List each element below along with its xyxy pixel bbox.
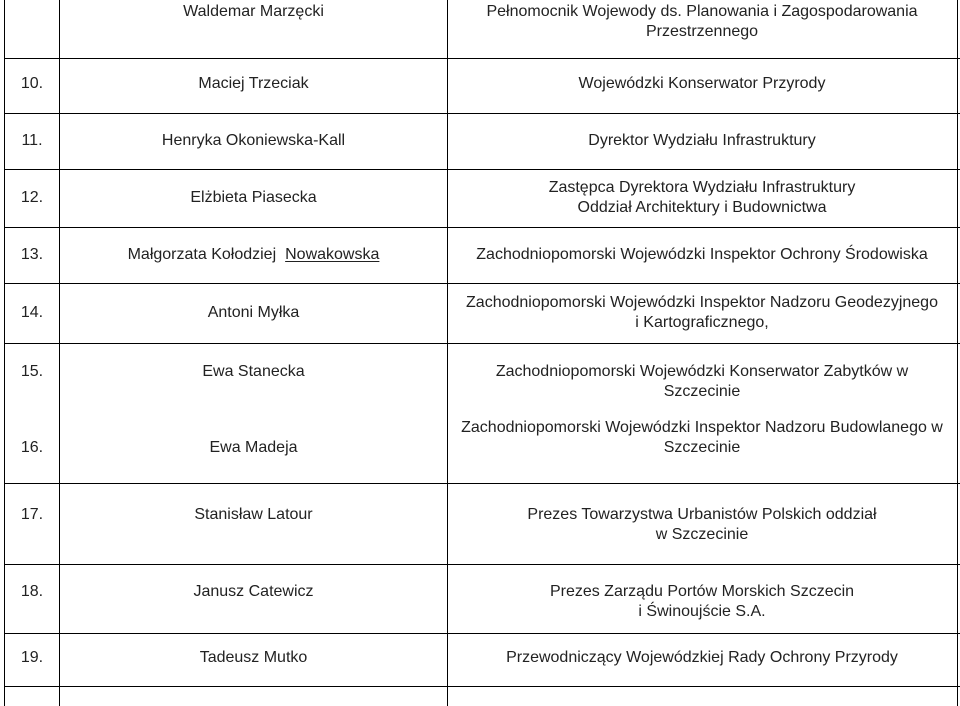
row-divider [4, 283, 960, 284]
person-name: Elżbieta Piasecka [190, 189, 317, 206]
row-number: 16. [20, 439, 44, 456]
row-divider [4, 483, 960, 484]
row-divider [4, 58, 960, 59]
row-number: 11. [21, 132, 43, 149]
person-name: Ewa Stanecka [202, 363, 305, 380]
person-name: Henryka Okoniewska-Kall [161, 132, 346, 149]
person-name: Maciej Trzeciak [198, 75, 309, 92]
position-title: Zachodniopomorski Wojewódzki Inspektor Nadzoru Budowlanego w Szczecinie [461, 419, 943, 456]
person-name: Tadeusz Mutko [199, 649, 308, 666]
person-name: Stanisław Latour [194, 506, 313, 523]
row-divider [4, 686, 960, 687]
row-divider [4, 343, 960, 344]
position-title: Prezes Towarzystwa Urbanistów Polskich oddział w Szczecinie [527, 506, 877, 543]
row-number: 17. [20, 506, 44, 523]
row-number: 18. [20, 583, 44, 600]
position-title: Dyrektor Wydziału Infrastruktury [588, 132, 816, 149]
person-name: Janusz Catewicz [193, 583, 314, 600]
person-name: Małgorzata Kołodziej Nowakowska [127, 246, 380, 263]
row-divider [4, 564, 960, 565]
row-number [5, 0, 59, 10]
position-title: Zachodniopomorski Wojewódzki Konserwator Zabytków w Szczecinie [495, 363, 909, 400]
row-number: 12. [20, 189, 44, 206]
position-title: Prezes Zarządu Portów Morskich Szczecin i Świnoujście S.A. [549, 583, 855, 620]
position-title: Zastępca Dyrektora Wydziału Infrastruktury Oddział Architektury i Budownictwa [548, 179, 856, 216]
row-number: 13. [20, 246, 44, 263]
position-title: Pełnomocnik Wojewody ds. Planowania i Zagospodarowania Przestrzennego [486, 3, 918, 40]
row-number: 14. [20, 304, 44, 321]
row-divider [4, 227, 960, 228]
row-number: 15. [20, 363, 44, 380]
row-divider [4, 113, 960, 114]
column-divider [957, 0, 958, 706]
row-divider [4, 633, 960, 634]
row-number: 19. [20, 649, 44, 666]
row-number: 10. [20, 75, 44, 92]
position-title: Zachodniopomorski Wojewódzki Inspektor Nadzoru Geodezyjnego i Kartograficznego, [466, 294, 938, 331]
person-name: Ewa Madeja [209, 439, 298, 456]
position-title: Przewodniczący Wojewódzkiej Rady Ochrony Przyrody [506, 649, 898, 666]
person-name: Antoni Myłka [207, 304, 300, 321]
row-divider [4, 169, 960, 170]
position-title: Wojewódzki Konserwator Przyrody [578, 75, 826, 92]
person-name: Waldemar Marzęcki [183, 3, 324, 20]
position-title: Zachodniopomorski Wojewódzki Inspektor Ochrony Środowiska [476, 246, 928, 263]
